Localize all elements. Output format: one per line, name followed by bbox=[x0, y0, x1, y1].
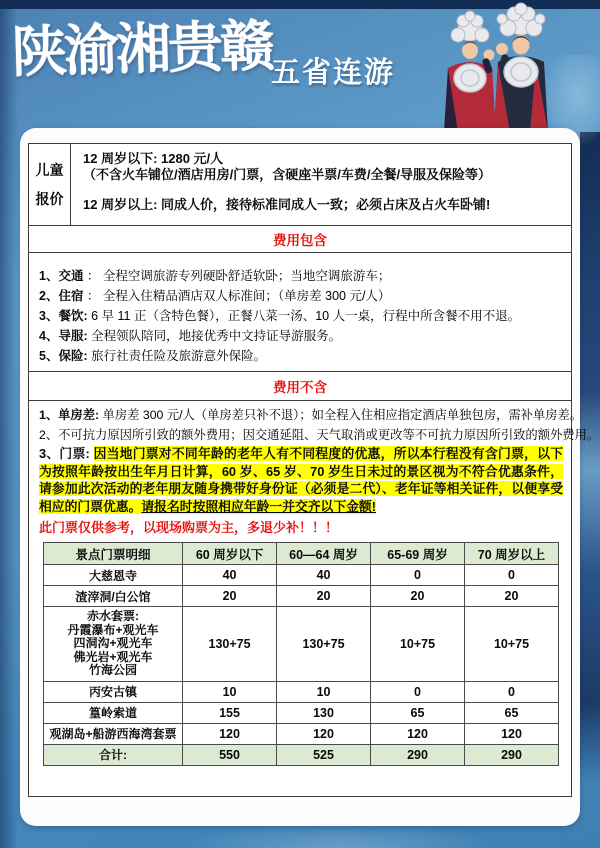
table-cell: 120 bbox=[465, 723, 559, 744]
children-pricing-section bbox=[29, 144, 571, 226]
table-cell: 290 bbox=[371, 744, 465, 765]
table-cell bbox=[44, 607, 183, 682]
table-cell: 130+75 bbox=[277, 607, 371, 682]
table-cell: 20 bbox=[465, 586, 559, 607]
included-item-label: 2、住宿 bbox=[39, 289, 84, 303]
table-cell: 观湖岛+船游西海湾套票 bbox=[44, 723, 183, 744]
table-cell: 10 bbox=[277, 681, 371, 702]
table-cell: 大慈恩寺 bbox=[44, 565, 183, 586]
table-cell: 10+75 bbox=[465, 607, 559, 682]
right-photo-strip bbox=[580, 132, 600, 780]
table-cell: 40 bbox=[183, 565, 277, 586]
table-header-cell: 65-69 周岁 bbox=[371, 543, 465, 565]
table-cell: 渣滓洞/白公馆 bbox=[44, 586, 183, 607]
included-item bbox=[39, 286, 565, 306]
table-cell: 65 bbox=[371, 702, 465, 723]
page-subtitle: 五省连游 bbox=[271, 57, 396, 89]
table-cell: 120 bbox=[371, 723, 465, 744]
ticket-price-table bbox=[43, 542, 559, 766]
package-line: 丹霞瀑布+观光车 bbox=[67, 622, 159, 637]
excluded-item-1 bbox=[39, 405, 583, 425]
table-header-cell: 60 周岁以下 bbox=[183, 543, 277, 565]
excluded-item-3 bbox=[39, 445, 563, 515]
table-cell: 10 bbox=[183, 681, 277, 702]
children-pricing-label bbox=[29, 144, 71, 225]
ticket-note-highlight: 因当地门票对不同年龄的老年人有不同程度的优惠，所以本行程没有含门票，以下为按照年龄按出生年月日计算，60 岁、65 岁、70 岁生日未过的景区视为不符合优惠条件，请参加此次活动的老年朋友随身携带好身份证（必须是二代）、老年证等相关证件，以便享受相应的门票优惠。 bbox=[39, 446, 564, 514]
table-cell: 合计: bbox=[44, 744, 183, 765]
table-cell: 0 bbox=[371, 681, 465, 702]
table-cell: 130+75 bbox=[183, 607, 277, 682]
table-cell: 130 bbox=[277, 702, 371, 723]
included-item bbox=[39, 266, 565, 286]
table-cell: 篁岭索道 bbox=[44, 702, 183, 723]
table-cell: 290 bbox=[465, 744, 559, 765]
included-item bbox=[39, 306, 565, 326]
included-item-label: 3、餐饮: bbox=[39, 309, 88, 323]
over12-price: 12 周岁以上: 同成人价，接待标准同成人一致；必须占床及占火车卧铺! bbox=[83, 197, 491, 212]
children-pricing-text bbox=[71, 144, 571, 225]
content-card bbox=[20, 128, 600, 826]
table-cell: 155 bbox=[183, 702, 277, 723]
included-item bbox=[39, 326, 565, 346]
package-line: 竹海公园 bbox=[89, 663, 138, 677]
table-header-cell: 70 周岁以上 bbox=[465, 543, 559, 565]
table-cell: 10+75 bbox=[371, 607, 465, 682]
table-cell: 525 bbox=[277, 744, 371, 765]
table-header-row bbox=[44, 543, 559, 565]
included-item-text: ： 全程入住精品酒店双人标准间；（单房差 300 元/人） bbox=[83, 289, 391, 303]
included-item-label: 4、导服: bbox=[39, 329, 88, 343]
included-item-label: 1、交通 bbox=[39, 269, 84, 283]
under12-line2: （不含火车铺位/酒店用房/门票，含硬座半票/车费/全餐/导服及保险等） bbox=[83, 167, 492, 182]
ticket-note-underline: 请报名时按照相应年龄一并交齐以下金额! bbox=[141, 498, 376, 514]
table-row bbox=[44, 565, 559, 586]
miao-women-photo bbox=[418, 2, 570, 132]
table-cell: 20 bbox=[183, 586, 277, 607]
table-row bbox=[44, 607, 559, 682]
table-cell: 550 bbox=[183, 744, 277, 765]
table-cell: 120 bbox=[183, 723, 277, 744]
children-label-bottom: 报价 bbox=[35, 191, 64, 208]
woman-left bbox=[444, 11, 496, 132]
children-label-top: 儿童 bbox=[35, 161, 64, 178]
included-item-text: ： 全程空调旅游专列硬卧舒适软卧；当地空调旅游车； bbox=[83, 269, 391, 283]
package-line: 四洞沟+观光车 bbox=[73, 636, 153, 650]
excluded-item-text: 单房差 300 元/人（单房差只补不退）；如全程入住相应指定酒店单独包房，需补单房差。 bbox=[99, 408, 583, 422]
package-line: 赤水套票: bbox=[87, 609, 140, 623]
table-cell: 40 bbox=[277, 565, 371, 586]
package-line: 佛光岩+观光车 bbox=[73, 649, 153, 664]
included-item-text: 6 早 11 正（含特色餐），正餐八菜一汤、10 人一桌，行程中所含餐不用不退。 bbox=[87, 309, 521, 323]
included-item-label: 5、保险: bbox=[39, 349, 88, 363]
page-title: 陕渝湘贵赣 bbox=[11, 14, 273, 84]
included-item-text: 旅行社责任险及旅游意外保险。 bbox=[87, 349, 267, 363]
excluded-item-2 bbox=[39, 425, 600, 445]
fees-excluded-section bbox=[29, 401, 600, 796]
excluded-item-text: 2、不可抗力原因所引致的额外费用；因交通延阻、天气取消或更改等不可抗力原因所引致的额外费用。 bbox=[39, 428, 600, 442]
under12-line1: 12 周岁以下: 1280 元/人 bbox=[83, 151, 224, 166]
table-cell: 20 bbox=[371, 586, 465, 607]
ticket-warning: 此门票仅供参考，以现场购票为主，多退少补！！！ bbox=[39, 520, 339, 535]
table-cell: 丙安古镇 bbox=[44, 681, 183, 702]
fees-included-list bbox=[29, 253, 571, 372]
table-header-cell: 60—64 周岁 bbox=[277, 543, 371, 565]
table-cell: 120 bbox=[277, 723, 371, 744]
table-total-row bbox=[44, 744, 559, 765]
table-row bbox=[44, 681, 559, 702]
table-row bbox=[44, 723, 559, 744]
table-cell: 65 bbox=[465, 702, 559, 723]
table-row bbox=[44, 702, 559, 723]
content-frame bbox=[28, 143, 600, 797]
table-cell: 0 bbox=[465, 681, 559, 702]
excluded-item-label: 1、单房差: bbox=[39, 408, 100, 422]
fees-included-header: 费用包含 bbox=[29, 226, 571, 253]
under12-price bbox=[83, 151, 563, 183]
included-item bbox=[39, 346, 565, 366]
included-item-text: 全程领队陪同，地接优秀中文持证导游服务。 bbox=[87, 329, 342, 343]
table-cell: 20 bbox=[277, 586, 371, 607]
ticket-note-label: 3、门票: bbox=[39, 446, 94, 461]
table-cell: 0 bbox=[371, 565, 465, 586]
table-header-cell: 景点门票明细 bbox=[44, 543, 183, 565]
table-row bbox=[44, 586, 559, 607]
fees-excluded-header: 费用不含 bbox=[29, 372, 571, 401]
woman-right bbox=[494, 3, 548, 132]
table-cell: 0 bbox=[465, 565, 559, 586]
